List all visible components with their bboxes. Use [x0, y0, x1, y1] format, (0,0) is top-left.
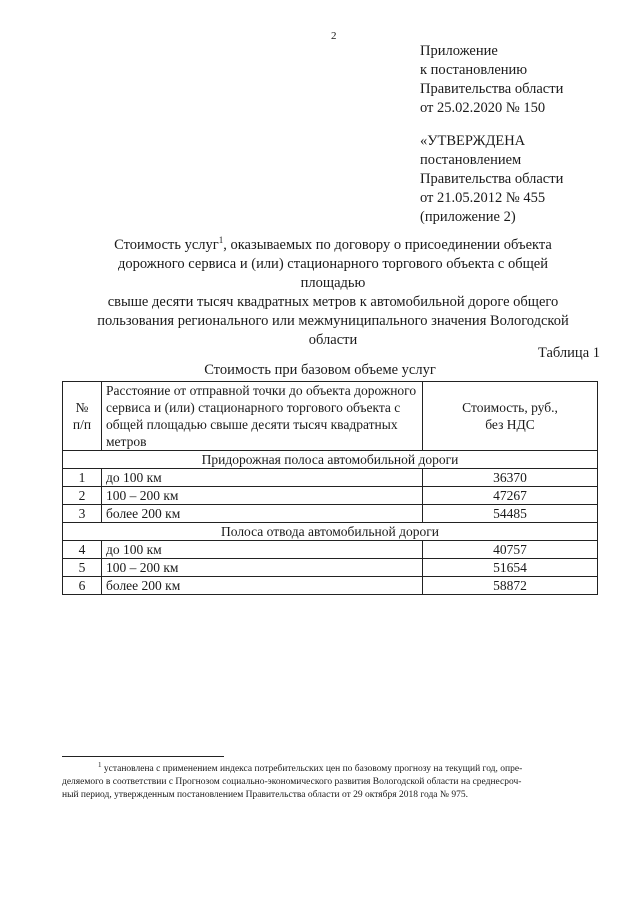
title-text: Стоимость услуг — [114, 237, 219, 253]
footnote-line: ный период, утвержденным постановлением Правительства области от 29 октября 2018 года № 975. — [62, 790, 468, 800]
footnote — [62, 760, 602, 802]
row-distance: 100 – 200 км — [102, 487, 423, 505]
approved-line: постановлением — [420, 152, 522, 168]
header-number-line: п/п — [72, 417, 92, 432]
document-title — [88, 236, 578, 350]
footnote-separator — [62, 756, 224, 757]
appendix-line: Правительства области — [420, 81, 564, 97]
table-label: Таблица 1 — [537, 345, 600, 361]
section-title: Полоса отвода автомобильной дороги — [63, 523, 598, 541]
appendix-line: Приложение — [420, 43, 498, 59]
row-distance: более 200 км — [102, 577, 423, 595]
header-cost — [423, 382, 598, 451]
approved-line: Правительства области — [420, 171, 564, 187]
header-cost-line: без НДС — [485, 417, 535, 432]
table-row — [63, 577, 598, 595]
title-line: дорожного сервиса и (или) стационарного торгового объекта с общей площадью — [118, 256, 548, 291]
row-cost: 36370 — [423, 469, 598, 487]
appendix-block — [420, 42, 563, 118]
approved-line: от 21.05.2012 № 455 — [420, 190, 546, 206]
section-title: Придорожная полоса автомобильной дороги — [63, 451, 598, 469]
appendix-line: к постановлению — [420, 62, 528, 78]
table-row — [63, 487, 598, 505]
row-distance: до 100 км — [102, 469, 423, 487]
table-row — [63, 541, 598, 559]
row-number: 4 — [63, 541, 102, 559]
title-line: свыше десяти тысяч квадратных метров к автомобильной дороге общего — [107, 294, 559, 310]
appendix-line: от 25.02.2020 № 150 — [420, 100, 546, 116]
row-cost: 47267 — [423, 487, 598, 505]
header-number-line: № — [75, 400, 89, 415]
table-caption: Стоимость при базовом объеме услуг — [204, 362, 436, 378]
row-distance: более 200 км — [102, 505, 423, 523]
title-text: , оказываемых по договору о присоединении объекта — [223, 237, 552, 253]
approved-block — [420, 132, 563, 227]
row-number: 3 — [63, 505, 102, 523]
title-line: области — [308, 332, 358, 348]
row-cost: 54485 — [423, 505, 598, 523]
table-row — [63, 559, 598, 577]
title-line: пользования регионального или межмуниципального значения Вологодской — [97, 313, 569, 329]
row-number: 5 — [63, 559, 102, 577]
footnote-line: деляемого в соответствии с Прогнозом социально-экономического развития Вологодской области на среднесроч- — [62, 777, 522, 787]
row-cost: 40757 — [423, 541, 598, 559]
row-cost: 51654 — [423, 559, 598, 577]
footnote-mark: 1 — [98, 760, 102, 769]
header-distance: Расстояние от отправной точки до объекта дорожного сервиса и (или) стационарного торгового объекта с общей площадью свыше десяти тысяч квадратных метров — [102, 382, 423, 451]
row-number: 2 — [63, 487, 102, 505]
approved-line: «УТВЕРЖДЕНА — [420, 133, 526, 149]
footnote-reference: 1 — [218, 235, 224, 246]
row-cost: 58872 — [423, 577, 598, 595]
tariff-table — [62, 381, 598, 595]
header-cost-line: Стоимость, руб., — [462, 400, 558, 415]
table-header-row — [63, 382, 598, 451]
header-number — [63, 382, 102, 451]
title-line — [88, 236, 578, 255]
section-row — [63, 523, 598, 541]
approved-line: (приложение 2) — [420, 209, 516, 225]
table-row — [63, 505, 598, 523]
footnote-text: установлена с применением индекса потребительских цен по базовому прогнозу на текущий год, опре- — [103, 764, 523, 774]
row-number: 6 — [63, 577, 102, 595]
row-distance: 100 – 200 км — [102, 559, 423, 577]
row-number: 1 — [63, 469, 102, 487]
page-number: 2 — [331, 30, 337, 42]
row-distance: до 100 км — [102, 541, 423, 559]
table-row — [63, 469, 598, 487]
section-row — [63, 451, 598, 469]
footnote-line — [62, 760, 602, 776]
